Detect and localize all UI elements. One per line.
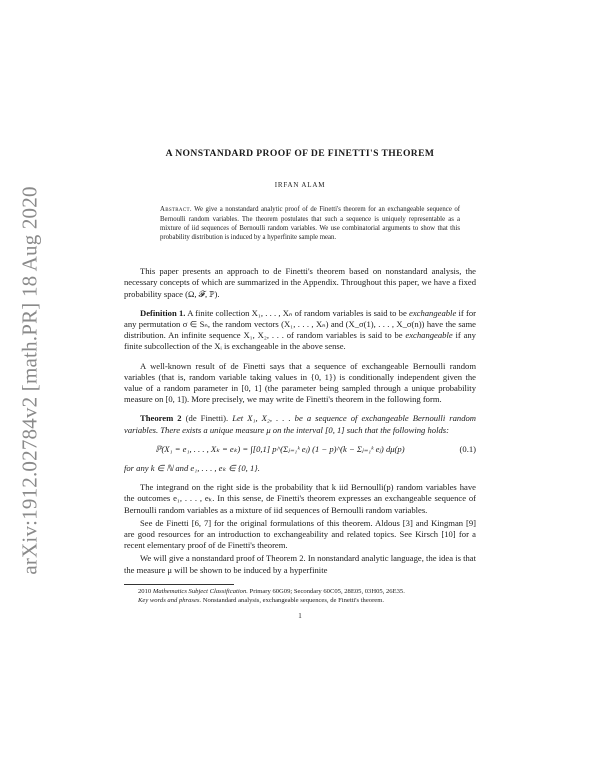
- definition-text-1: A finite collection X₁, . . . , Xₙ of random variables is said to be: [185, 307, 410, 318]
- definition-text-3: if any finite subcollection of the Xᵢ is exchangeable in the above sense.: [124, 330, 476, 352]
- footnote-keywords: [124, 597, 476, 606]
- equation-0-1: [124, 444, 476, 455]
- equation-body: ℙ(X₁ = e₁, . . . , Xₖ = eₖ) = ∫[0,1] p^(Σⱼ₌₁ᵏ eⱼ) (1 − p)^(k − Σⱼ₌₁ᵏ eⱼ) dμ(p): [155, 443, 405, 454]
- equation-number: (0.1): [459, 443, 476, 454]
- abstract-text: We give a nonstandard analytic proof of de Finetti's theorem for an exchangeable sequence of Bernoulli random variables. The theorem postulates that such a sequence is uniquely representable as a mixture of iid sequences of Bernoulli random variables. We use combinatorial arguments to show that this probability distribution is induced by a hyperfinite sample mean.: [160, 206, 460, 242]
- msc-label: Mathematics Subject Classification.: [152, 587, 248, 595]
- page-number: 1: [298, 612, 302, 621]
- abstract: [160, 205, 460, 242]
- arxiv-id: arXiv:1912.02784v2 [math.PR] 18 Aug 2020: [17, 185, 42, 575]
- keywords-label: Key words and phrases.: [138, 596, 202, 604]
- footnote-msc: [124, 588, 476, 597]
- msc-codes: Primary 60G09; Secondary 60C05, 28E05, 03H05, 26E35.: [247, 587, 405, 595]
- theorem-statement: Let X₁, X₂, . . . be a sequence of exchangeable Bernoulli random variables. There exists a unique measure μ on the interval [0, 1] such that the following holds:: [124, 413, 476, 435]
- definition-1: [124, 308, 476, 353]
- paper-title: A NONSTANDARD PROOF OF DE FINETTI'S THEOREM: [165, 148, 435, 159]
- msc-year: 2010: [138, 587, 153, 595]
- nonstandard-proof-paragraph: We will give a nonstandard proof of Theorem 2. In nonstandard analytic language, the idea is that the measure μ will be shown to be induced by a hyperfinite: [124, 553, 476, 575]
- definition-term-2: exchangeable: [405, 330, 453, 341]
- intro-paragraph: This paper presents an approach to de Finetti's theorem based on nonstandard analysis, the necessary concepts of which are summarized in the Appendix. Throughout this paper, we have a fixed probability space (Ω, 𝓕, ℙ).: [124, 266, 476, 299]
- theorem-label: Theorem 2: [140, 413, 182, 424]
- paper-author: IRFAN ALAM: [274, 181, 326, 190]
- keywords-text: Nonstandard analysis, exchangeable sequences, de Finetti's theorem.: [201, 596, 384, 604]
- abstract-label: Abstract.: [160, 206, 192, 214]
- definition-term-1: exchangeable: [409, 307, 457, 318]
- footnote-divider: [124, 584, 234, 585]
- definition-text-2: if for any permutation σ ∈ Sₙ, the random vectors (X₁, . . . , Xₙ) and (X_σ(1), . . . , X_σ(n)) have the same distribution. An infinite sequence X₁, X₂, . . . of random variables is said to be: [124, 307, 476, 341]
- arxiv-stamp: [10, 120, 50, 640]
- paper-page: [124, 140, 476, 623]
- definition-label: Definition 1.: [140, 307, 186, 318]
- for-any-clause: for any k ∈ ℕ and e₁, . . . , eₖ ∈ {0, 1}.: [124, 463, 260, 474]
- theorem-2: [124, 413, 476, 435]
- integrand-paragraph: The integrand on the right side is the probability that k iid Bernoulli(p) random variables have the outcomes e₁, . . . , eₖ. In this sense, de Finetti's theorem expresses an exchangeable sequence of Bernoulli random variables as a mixture of iid sequences of Bernoulli random variables.: [124, 482, 476, 515]
- definetti-paragraph: A well-known result of de Finetti says that a sequence of exchangeable Bernoulli random variables (that is, random variable taking values in {0, 1}) is conditionally independent given the value of a random parameter in [0, 1] (the parameter being sampled through a unique probability measure on [0, 1]). More precisely, we may write de Finetti's theorem in the following form.: [124, 360, 476, 405]
- theorem-name: (de Finetti).: [181, 413, 229, 424]
- references-paragraph: See de Finetti [6, 7] for the original formulations of this theorem. Aldous [3] and Kingman [9] are good resources for an introduction to exchangeability and related topics. See Kirsch [10] for a recent elementary proof of de Finetti's theorem.: [124, 517, 476, 551]
